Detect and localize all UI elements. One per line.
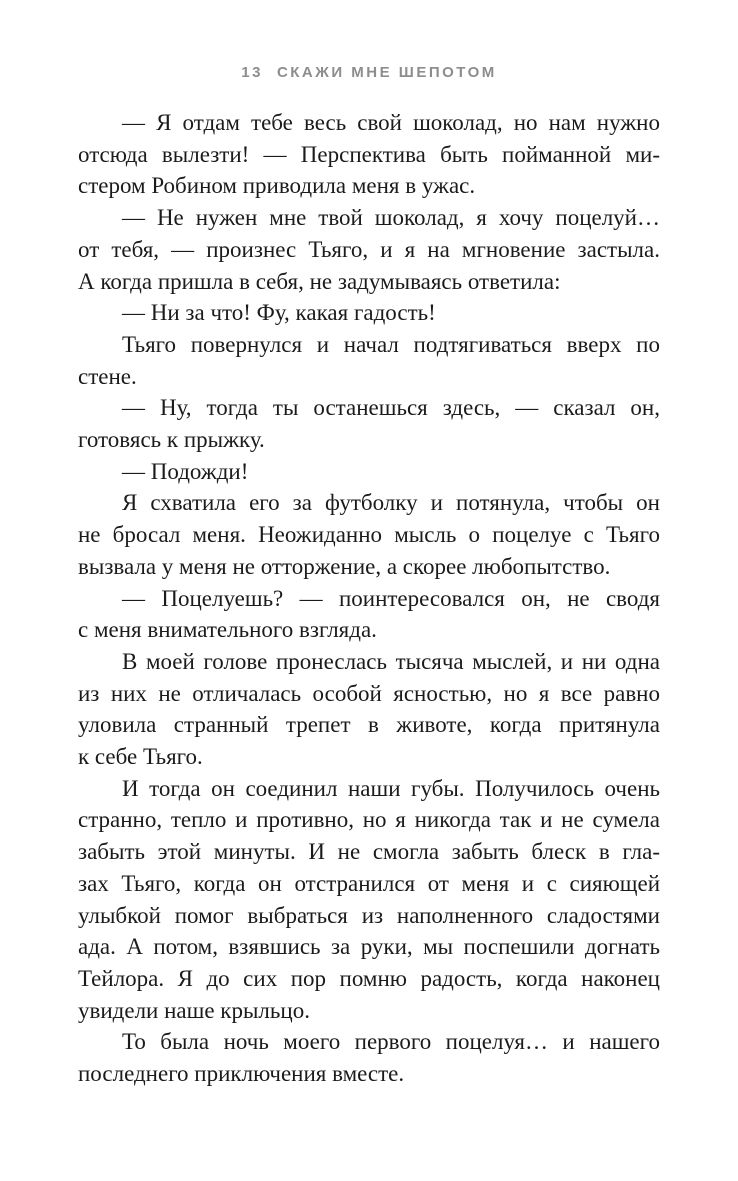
paragraph [78, 773, 660, 1027]
text-line: Я схватила его за футболку и потянула, чтобы он [122, 490, 660, 516]
text-line: стером Робином приводила меня в ужас. [78, 173, 476, 199]
text-line: не бросал меня. Неожиданно мысль о поцелуе с Тьяго [78, 522, 660, 548]
text-line: — Ну, тогда ты останешься здесь, — сказал он, [122, 395, 660, 421]
chapter-number: 13 [241, 64, 263, 81]
paragraph [78, 202, 660, 297]
text-line: готовясь к прыжку. [78, 427, 265, 453]
paragraph [78, 329, 660, 392]
text-line: странно, тепло и противно, но я никогда так и не сумела [78, 807, 660, 833]
text-line: улыбкой помог выбраться из наполненного сладостями [78, 902, 660, 928]
text-line: То была ночь моего первого поцелуя… и нашего [122, 1029, 660, 1055]
text-line: — Я отдам тебе весь свой шоколад, но нам нужно [122, 110, 660, 135]
paragraph [78, 583, 660, 646]
text-line: зах Тьяго, когда он отстранился от меня и с сияющей [78, 870, 660, 896]
text-line: уловила странный трепет в животе, когда притянула [78, 712, 660, 738]
text-line: из них не отличалась особой ясностью, но я все равно [78, 680, 660, 706]
text-line: Тьяго повернулся и начал подтягиваться вверх по [122, 331, 660, 357]
text-line: — Ни за что! Фу, какая гадость! [122, 300, 436, 326]
text-line: В моей голове пронеслась тысяча мыслей, и ни одна [122, 648, 660, 674]
paragraph [78, 487, 660, 582]
text-line: И тогда он соединил наши губы. Получилось очень [122, 775, 660, 801]
text-line: стене. [78, 363, 137, 389]
paragraph [78, 392, 660, 455]
text-line: вызвала у меня не отторжение, а скорее любопытство. [78, 553, 611, 579]
text-line: ада. А потом, взявшись за руки, мы поспешили догнать [78, 934, 660, 960]
text-line: — Подожди! [122, 458, 249, 484]
text-line: — Не нужен мне твой шоколад, я хочу поцелуй… [122, 205, 660, 231]
text-line: — Поцелуешь? — поинтересовался он, не сводя [122, 585, 660, 611]
text-line: забыть этой минуты. И не смогла забыть блеск в гла- [78, 839, 660, 865]
chapter-title: СКАЖИ МНЕ ШЕПОТОМ [276, 64, 497, 81]
text-line: с меня внимательного взгляда. [78, 617, 377, 643]
text-line: А когда пришла в себя, не задумываясь ответила: [78, 268, 561, 294]
paragraph [78, 1026, 660, 1089]
paragraph [78, 107, 660, 202]
text-line: увидели наше крыльцо. [78, 997, 310, 1023]
text-line: от тебя, — произнес Тьяго, и я на мгновение застыла. [78, 236, 660, 262]
chapter-header [0, 64, 738, 81]
paragraph [78, 456, 660, 488]
text-line: к себе Тьяго. [78, 744, 203, 770]
paragraph [78, 297, 660, 329]
text-block [78, 107, 660, 1090]
text-line: отсюда вылезти! — Перспектива быть пойманной ми- [78, 141, 660, 167]
paragraph [78, 646, 660, 773]
text-line: Тейлора. Я до сих пор помню радость, когда наконец [78, 965, 660, 991]
text-line: последнего приключения вместе. [78, 1061, 405, 1087]
